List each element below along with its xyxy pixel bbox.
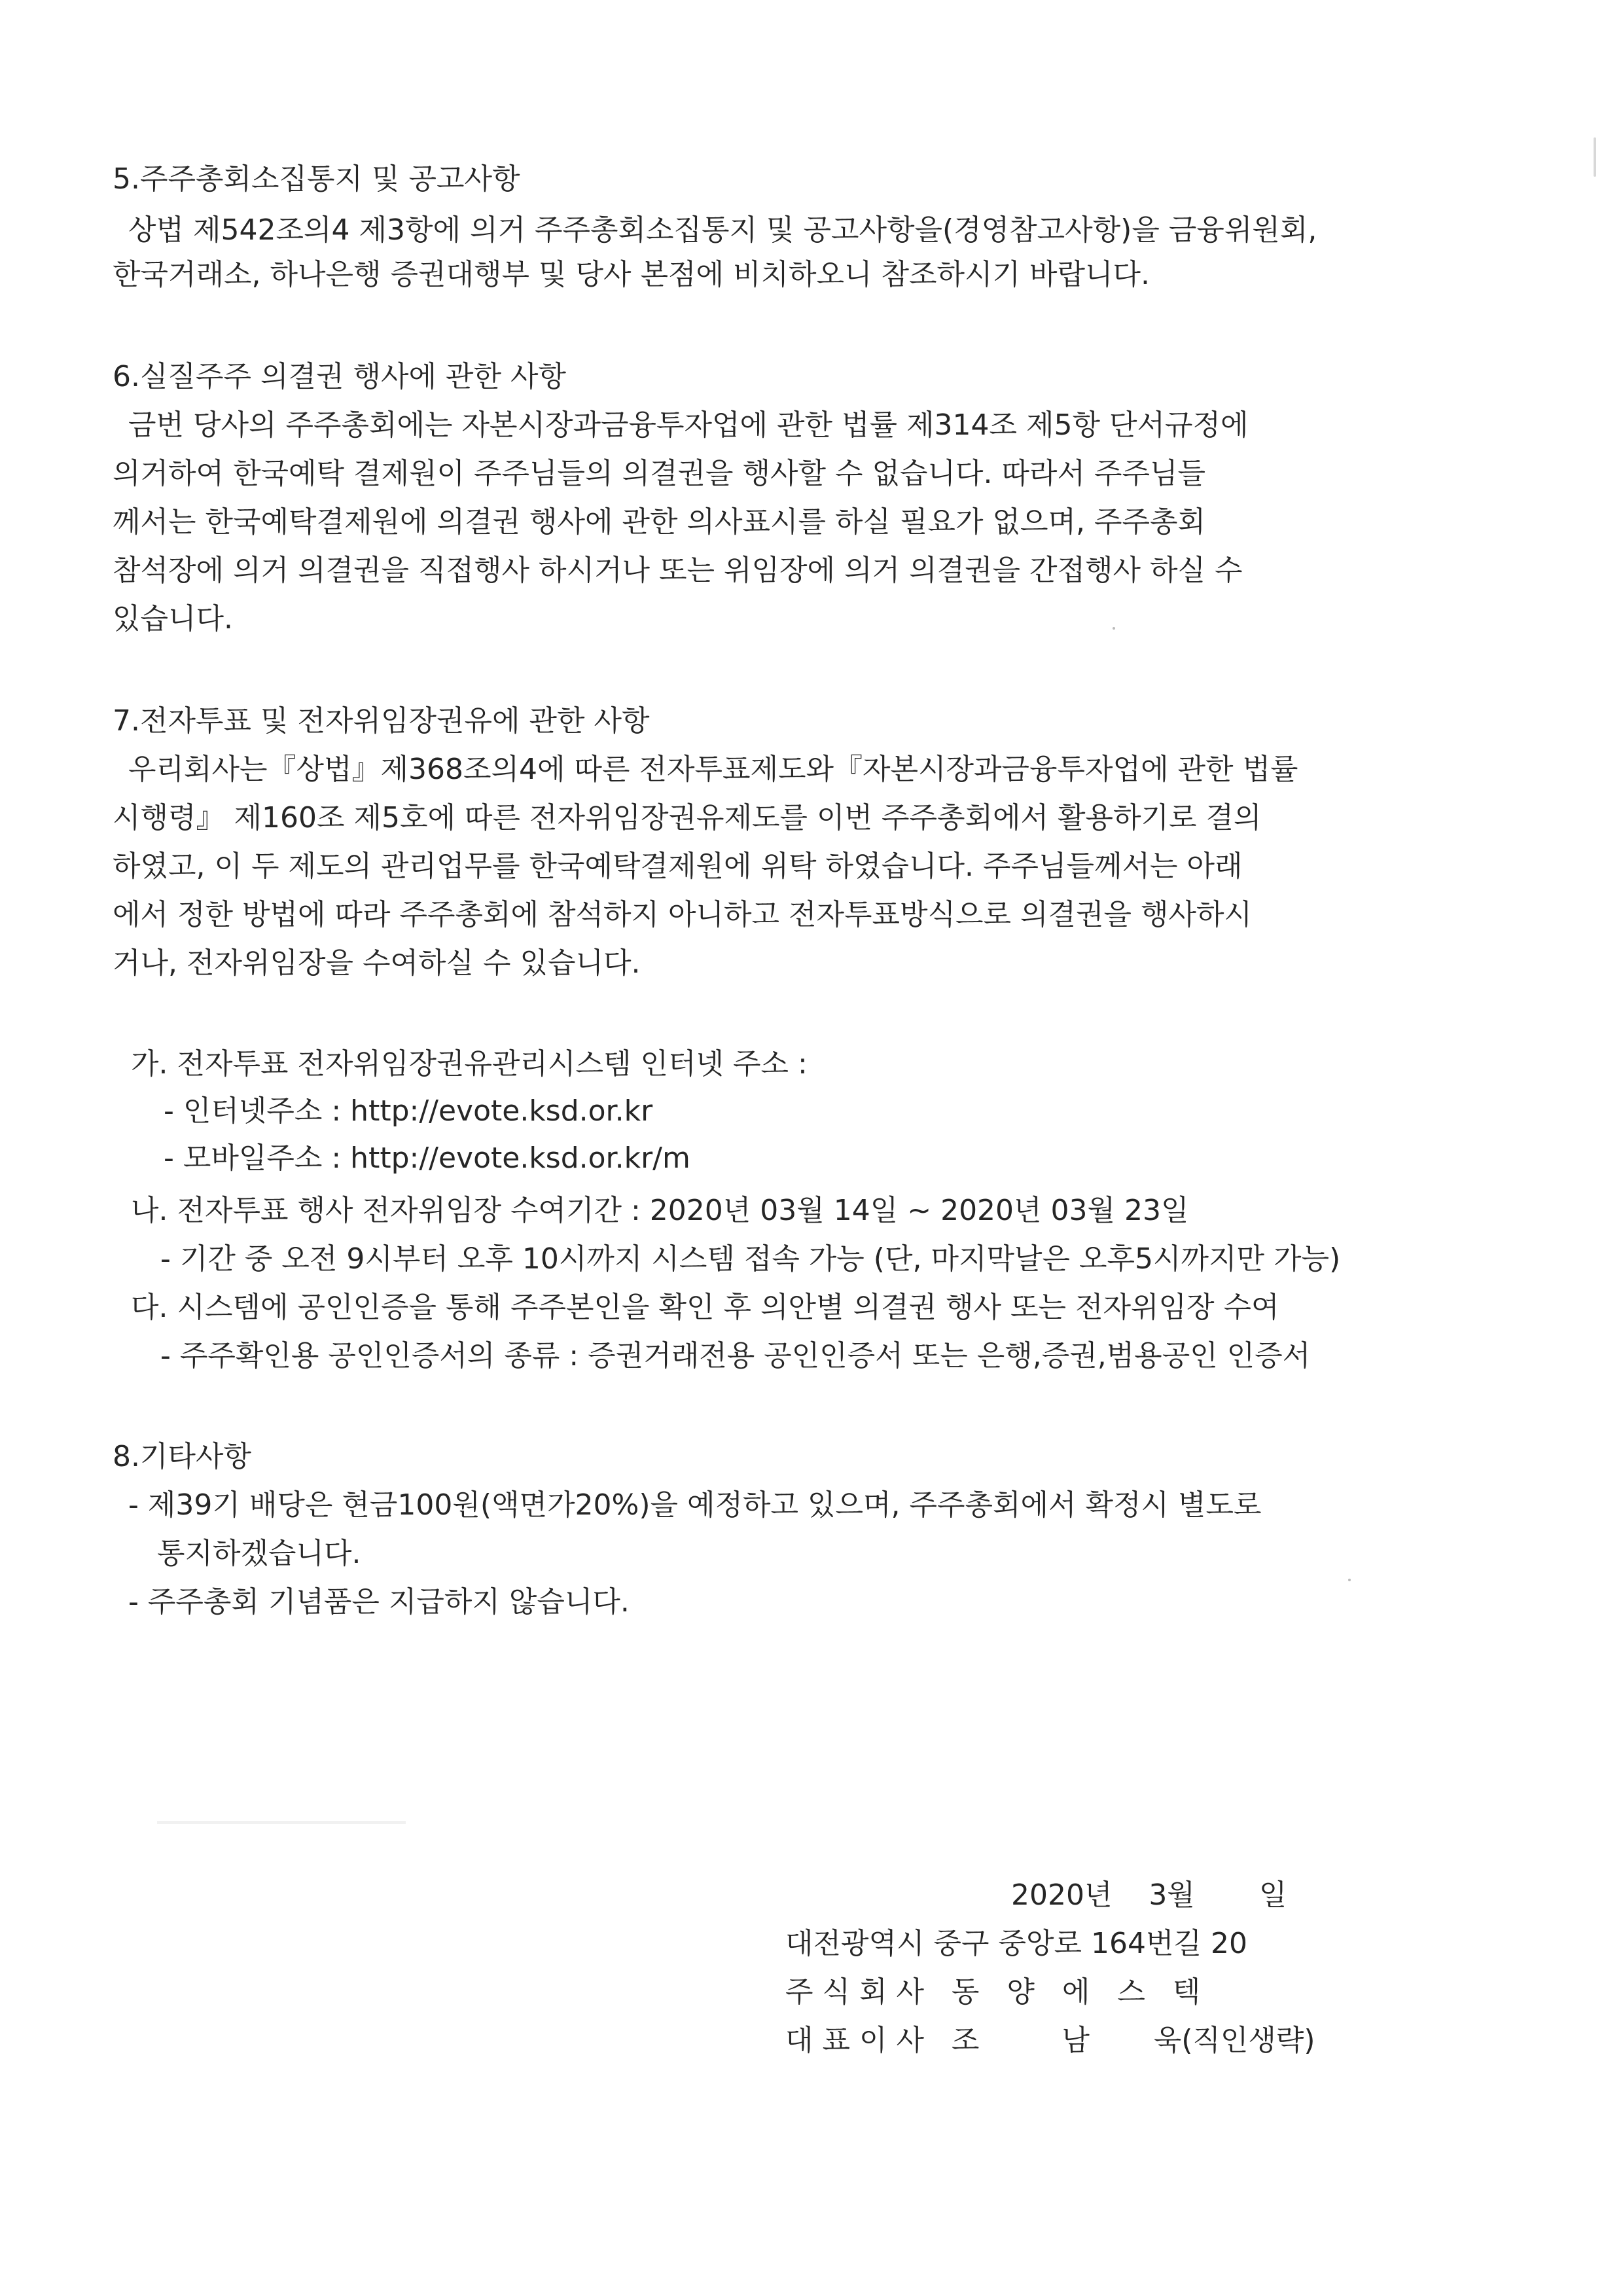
- scan-speck: [1348, 1579, 1351, 1581]
- section-5-line-2: 한국거래소, 하나은행 증권대행부 및 당사 본점에 비치하오니 참조하시기 바랍니다.: [113, 258, 1150, 291]
- section-5-heading: 5.주주총회소집통지 및 공고사항: [113, 162, 520, 196]
- section-7-line-1: 우리회사는『상법』제368조의4에 따른 전자투표제도와『자본시장과금융투자업에 관한 법률: [128, 753, 1298, 786]
- section-7-line-4: 에서 정한 방법에 따라 주주총회에 참석하지 아니하고 전자투표방식으로 의결권을 행사하시: [113, 898, 1253, 931]
- signature-company: 주 식 회 사 동 양 에 스 텍: [785, 1975, 1201, 2009]
- section-7-item-internet-url: - 인터넷주소 : http://evote.ksd.or.kr: [164, 1094, 653, 1128]
- section-7-item-mobile-url: - 모바일주소 : http://evote.ksd.or.kr/m: [164, 1141, 690, 1175]
- section-7-item-period-detail: - 기간 중 오전 9시부터 오후 10시까지 시스템 접속 가능 (단, 마지막날은 오후5시까지만 가능): [160, 1242, 1341, 1276]
- section-7-item-da: 다. 시스템에 공인인증을 통해 주주본인을 확인 후 의안별 의결권 행사 또는 전자위임장 수여: [131, 1291, 1279, 1324]
- section-8-line-2: 통지하겠습니다.: [157, 1537, 361, 1570]
- section-6-line-5: 있습니다.: [113, 602, 234, 636]
- section-8-heading: 8.기타사항: [113, 1440, 251, 1473]
- section-7-heading: 7.전자투표 및 전자위임장권유에 관한 사항: [113, 704, 650, 738]
- section-6-line-4: 참석장에 의거 의결권을 직접행사 하시거나 또는 위임장에 의거 의결권을 간접행사 하실 수: [113, 554, 1243, 587]
- section-7-line-5: 거나, 전자위임장을 수여하실 수 있습니다.: [113, 946, 641, 980]
- section-7-item-ga: 가. 전자투표 전자위임장권유관리시스템 인터넷 주소 :: [131, 1047, 808, 1081]
- signature-address: 대전광역시 중구 중앙로 164번길 20: [785, 1927, 1247, 1960]
- section-7-item-cert-detail: - 주주확인용 공인인증서의 종류 : 증권거래전용 공인인증서 또는 은행,증권,범용공인 인증서: [160, 1339, 1311, 1372]
- section-6-heading: 6.실질주주 의결권 행사에 관한 사항: [113, 360, 566, 393]
- section-8-line-1: - 제39기 배당은 현금100원(액면가20%)을 예정하고 있으며, 주주총회에서 확정시 별도로: [128, 1488, 1262, 1522]
- section-6-line-3: 께서는 한국예탁결제원에 의결권 행사에 관한 의사표시를 하실 필요가 없으며, 주주총회: [113, 505, 1206, 539]
- scan-speck: [1113, 627, 1115, 630]
- section-8-line-3: - 주주총회 기념품은 지급하지 않습니다.: [128, 1585, 630, 1619]
- section-5-line-1: 상법 제542조의4 제3항에 의거 주주총회소집통지 및 공고사항을(경영참고사항)을 금융위원회,: [128, 213, 1317, 247]
- scan-faint-line: [157, 1821, 406, 1824]
- section-7-line-2: 시행령』 제160조 제5호에 따른 전자위임장권유제도를 이번 주주총회에서 활용하기로 결의: [113, 801, 1262, 834]
- section-6-line-2: 의거하여 한국예탁 결제원이 주주님들의 의결권을 행사할 수 없습니다. 따라서 주주님들: [113, 457, 1206, 490]
- signature-date: 2020년 3월 일: [1011, 1878, 1287, 1912]
- section-6-line-1: 금번 당사의 주주총회에는 자본시장과금융투자업에 관한 법률 제314조 제5항 단서규정에: [128, 408, 1249, 442]
- section-7-line-3: 하였고, 이 두 제도의 관리업무를 한국예탁결제원에 위탁 하였습니다. 주주님들께서는 아래: [113, 850, 1243, 883]
- section-7-item-na: 나. 전자투표 행사 전자위임장 수여기간 : 2020년 03월 14일 ~ 2020년 03월 23일: [131, 1194, 1189, 1227]
- scan-speck: [1594, 137, 1596, 177]
- signature-representative: 대 표 이 사 조 남 욱(직인생략): [785, 2024, 1315, 2057]
